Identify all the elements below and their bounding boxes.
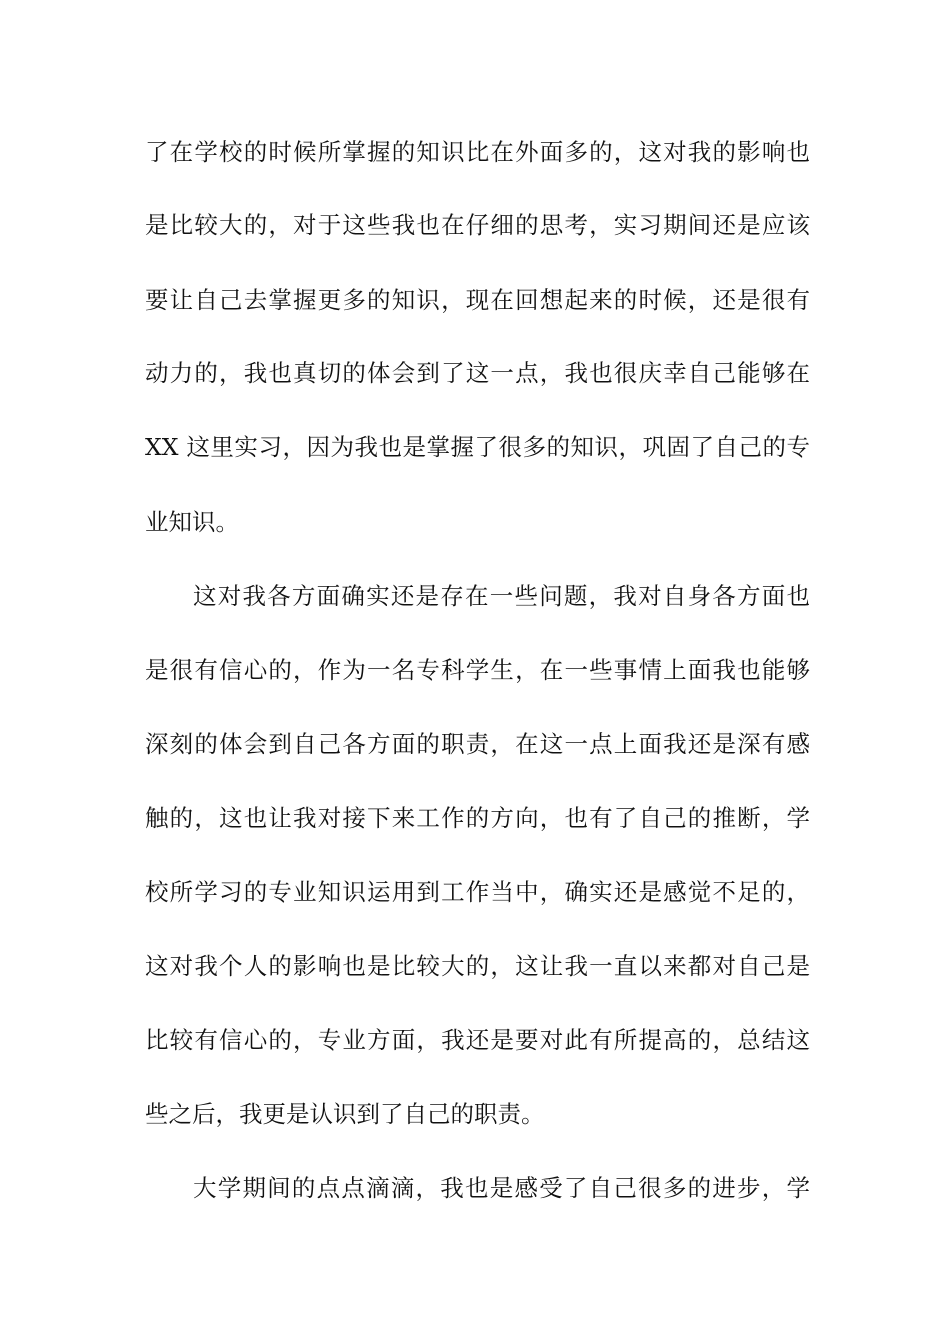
text-line: 动力的，我也真切的体会到了这一点，我也很庆幸自己能够在 [145,359,810,387]
text-line: 要让自己去掌握更多的知识，现在回想起来的时候，还是很有 [145,286,810,314]
text-line: 这对我各方面确实还是存在一些问题，我对自身各方面也 [193,582,810,610]
text-line: 深刻的体会到自己各方面的职责，在这一点上面我还是深有感 [145,730,810,758]
text-line: 些之后，我更是认识到了自己的职责。 [145,1100,545,1128]
text-line: 大学期间的点点滴滴，我也是感受了自己很多的进步，学 [193,1174,810,1202]
text-line: XX 这里实习，因为我也是掌握了很多的知识，巩固了自己的专 [145,433,810,461]
text-line: 业知识。 [145,508,239,536]
text-line: 了在学校的时候所掌握的知识比在外面多的，这对我的影响也 [145,138,810,166]
text-line: 校所学习的专业知识运用到工作当中，确实还是感觉不足的， [145,878,810,906]
text-line: 触的，这也让我对接下来工作的方向，也有了自己的推断，学 [145,804,810,832]
text-line: 比较有信心的，专业方面，我还是要对此有所提高的，总结这 [145,1026,810,1054]
text-line: 是很有信心的，作为一名专科学生，在一些事情上面我也能够 [145,656,810,684]
text-line: 这对我个人的影响也是比较大的，这让我一直以来都对自己是 [145,952,810,980]
text-line: 是比较大的，对于这些我也在仔细的思考，实习期间还是应该 [145,211,810,239]
